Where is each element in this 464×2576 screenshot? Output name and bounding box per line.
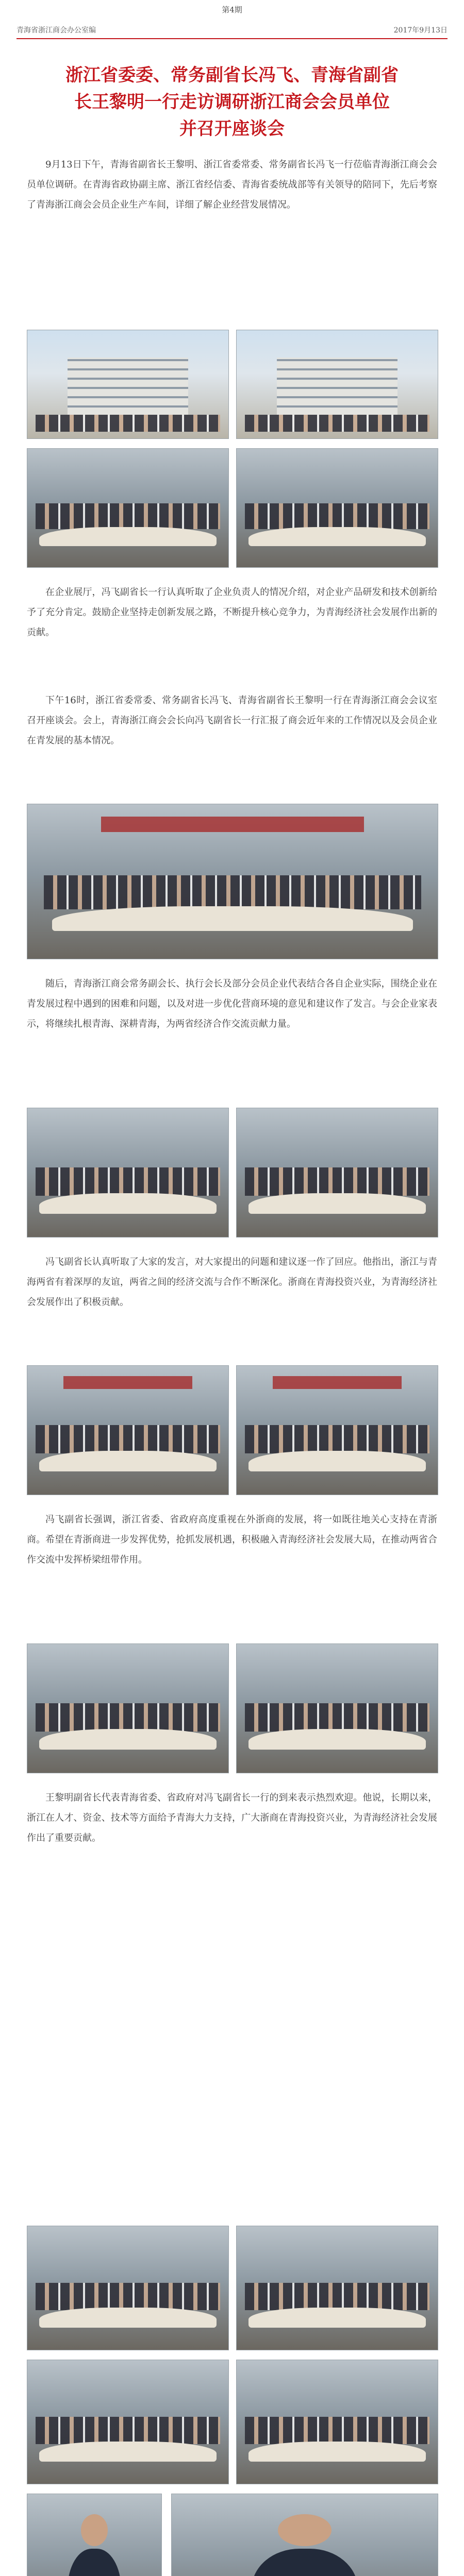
issue-number: 第4期 xyxy=(222,5,242,14)
photo-site-visit xyxy=(27,330,229,439)
photo-speaker-portrait xyxy=(27,2494,162,2576)
photo-participants xyxy=(27,1643,229,1773)
photo-speech xyxy=(236,2226,438,2350)
paragraph: 王黎明副省长代表青海省委、省政府对冯飞副省长一行的到来表示热烈欢迎。他说，长期以来，浙江在人才、资金、技术等方面给予青海大力支持，广大浙商在青海投资兴业，为青海经济社会发展作出了重要贡献。 xyxy=(27,1792,437,1843)
photo-speaker-portrait xyxy=(171,2494,438,2576)
header-date: 2017年9月13日 xyxy=(393,26,448,35)
photo-site-visit xyxy=(236,330,438,439)
header-publisher: 青海省浙江商会办公室编 xyxy=(16,26,96,35)
paragraph: 下午16时，浙江省委常委、常务副省长冯飞、青海省副省长王黎明一行在青海浙江商会会议室召开座谈会。会上，青海浙江商会会长向冯飞副省长一行汇报了商会近年来的工作情况以及会员企业在青发展的基本情况。 xyxy=(27,695,437,746)
paragraph: 随后，青海浙江商会常务副会长、执行会长及部分会员企业代表结合各自企业实际，围绕企业在青发展过程中遇到的困难和问题，以及对进一步优化营商环境的意见和建议作了发言。与会企业家表示，将继续扎根青海、深耕青海，为两省经济合作交流贡献力量。 xyxy=(27,978,437,1029)
paragraph: 冯飞副省长认真听取了大家的发言，对大家提出的问题和建议逐一作了回应。他指出，浙江与青海两省有着深厚的友谊，两省之间的经济交流与合作不断深化。浙商在青海投资兴业，为青海经济社会发展作出了积极贡献。 xyxy=(27,1257,437,1308)
photo-speech xyxy=(27,2226,229,2350)
title-line-3: 并召开座谈会 xyxy=(179,118,285,139)
photo-factory-tour xyxy=(236,448,438,568)
photo-discussion xyxy=(27,1108,229,1238)
photo-discussion xyxy=(236,1108,438,1238)
photo-factory-tour xyxy=(27,448,229,568)
photo-speech xyxy=(27,2360,229,2484)
photo-meeting-room xyxy=(27,804,438,959)
photo-meeting-panorama xyxy=(27,1365,229,1495)
title-line-1: 浙江省委委、常务副省长冯飞、青海省副省 xyxy=(65,65,399,86)
photo-meeting-panorama xyxy=(236,1365,438,1495)
photo-participants xyxy=(236,1643,438,1773)
paragraph: 冯飞副省长强调，浙江省委、省政府高度重视在外浙商的发展，将一如既往地关心支持在青浙商。希望在青浙商进一步发挥优势，抢抓发展机遇，积极融入青海经济社会发展大局，在推动两省合作交流中发挥桥梁纽带作用。 xyxy=(27,1514,437,1565)
paragraph: 9月13日下午，青海省副省长王黎明、浙江省委常委、常务副省长冯飞一行莅临青海浙江商会会员单位调研。在青海省政协副主席、浙江省经信委、青海省委统战部等有关领导的陪同下，先后考察了青海浙江商会会员企业生产车间，详细了解企业经营发展情况。 xyxy=(27,159,437,210)
header-bar xyxy=(16,24,448,39)
photo-speech xyxy=(236,2360,438,2484)
title-line-2: 长王黎明一行走访调研浙江商会会员单位 xyxy=(74,92,390,112)
paragraph: 在企业展厅，冯飞副省长一行认真听取了企业负责人的情况介绍，对企业产品研发和技术创新给予了充分肯定。鼓励企业坚持走创新发展之路，不断提升核心竞争力，为青海经济社会发展作出新的贡献。 xyxy=(27,587,437,638)
